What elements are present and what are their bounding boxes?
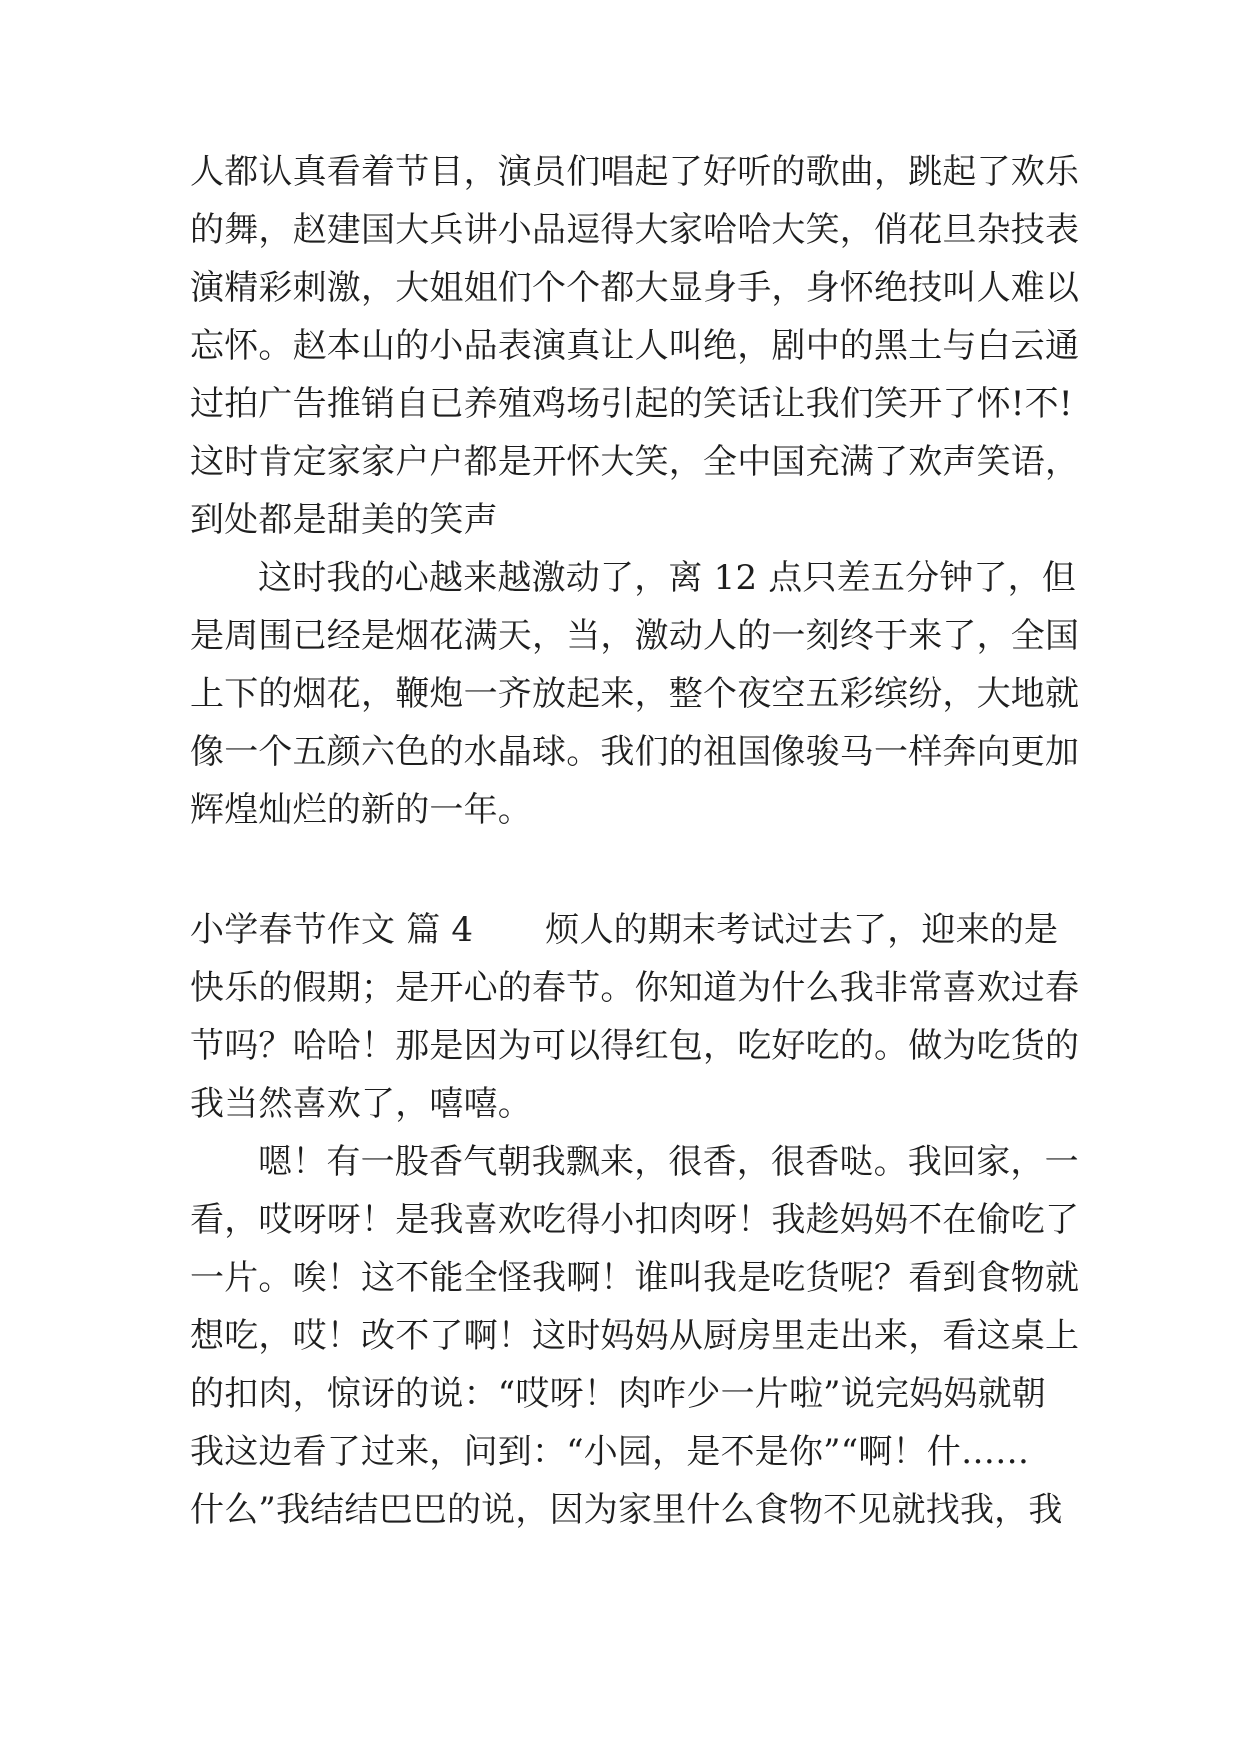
text-line: 到处都是甜美的笑声	[190, 500, 498, 540]
text-line-continuation: 烦人的期末考试过去了，迎来的是	[545, 910, 1059, 950]
text-line: 演精彩刺激，大姐姐们个个都大显身手，身怀绝技叫人难以	[190, 268, 1080, 308]
text-line: 是周围已经是烟花满天，当，激动人的一刻终于来了，全国	[190, 616, 1080, 656]
text-line: 像一个五颜六色的水晶球。我们的祖国像骏马一样奔向更加	[190, 732, 1080, 772]
text-line: 快乐的假期；是开心的春节。你知道为什么我非常喜欢过春	[190, 968, 1080, 1008]
text-line: 辉煌灿烂的新的一年。	[190, 790, 532, 830]
text-line: 我当然喜欢了，嘻嘻。	[190, 1084, 532, 1124]
text-line: 过拍广告推销自已养殖鸡场引起的笑话让我们笑开了怀!不!	[190, 384, 1073, 424]
section-heading-line	[190, 910, 1059, 950]
text-line: 嗯！有一股香气朝我飘来，很香，很香哒。我回家，一	[258, 1142, 1079, 1182]
text-line: 一片。唉！这不能全怪我啊！谁叫我是吃货呢？看到食物就	[190, 1258, 1080, 1298]
text-line: 人都认真看着节目，演员们唱起了好听的歌曲，跳起了欢乐	[190, 152, 1080, 192]
text-line: 的舞，赵建国大兵讲小品逗得大家哈哈大笑，俏花旦杂技表	[190, 210, 1080, 250]
section-heading: 小学春节作文 篇 4	[190, 910, 474, 950]
text-line: 这时我的心越来越激动了，离 12 点只差五分钟了，但	[258, 558, 1077, 598]
text-line: 这时肯定家家户户都是开怀大笑，全中国充满了欢声笑语，	[190, 442, 1080, 482]
text-line: 上下的烟花，鞭炮一齐放起来，整个夜空五彩缤纷，大地就	[190, 674, 1080, 714]
text-line: 节吗？哈哈！那是因为可以得红包，吃好吃的。做为吃货的	[190, 1026, 1080, 1066]
text-line: 看，哎呀呀！是我喜欢吃得小扣肉呀！我趁妈妈不在偷吃了	[190, 1200, 1080, 1240]
text-line: 的扣肉，惊讶的说：“哎呀！肉咋少一片啦”说完妈妈就朝	[190, 1374, 1046, 1414]
text-line: 什么”我结结巴巴的说，因为家里什么食物不见就找我，我	[190, 1490, 1063, 1530]
text-line: 忘怀。赵本山的小品表演真让人叫绝，剧中的黑土与白云通	[190, 326, 1080, 366]
text-line: 想吃，哎！改不了啊！这时妈妈从厨房里走出来，看这桌上	[190, 1316, 1080, 1356]
text-line: 我这边看了过来，问到：“小园，是不是你”“啊！什……	[190, 1432, 1030, 1472]
